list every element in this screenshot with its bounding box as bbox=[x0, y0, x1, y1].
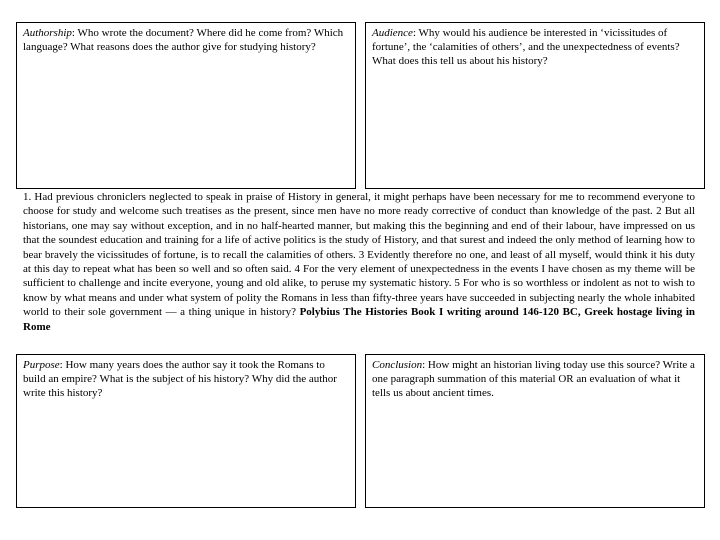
primary-source-excerpt bbox=[23, 190, 695, 334]
purpose-question: : How many years does the author say it took the Romans to build an empire? What is the subject of his history? Why did the author write this history? bbox=[23, 359, 337, 399]
audience-question: : Why would his audience be interested in ‘vicissitudes of fortune’, the ‘calamities of others’, and the unexpectedness of events? What does this tell us about his history? bbox=[372, 27, 680, 67]
authorship-box bbox=[16, 22, 356, 189]
source-body: 1. Had previous chroniclers neglected to speak in praise of History in general, it might perhaps have been necessary for me to recommend everyone to choose for study and welcome such treatises as the present, since men have no more ready corrective of conduct than knowledge of the past. 2 But all historians, one may say without exception, and in no half-hearted manner, but making this the beginning and end of their labour, have impressed on us that the soundest education and training for a life of active politics is the study of History, and that surest and indeed the only method of learning how to bear bravely the vicissitudes of fortune, is to recall the calamities of others. 3 Evidently therefore no one, and least of all myself, would think it his duty at this day to repeat what has been so well and so often said. 4 For the very element of unexpectedness in the events I have chosen as my theme will be sufficient to challenge and incite everyone, young and old alike, to peruse my systematic history. 5 For who is so worthless or indolent as not to wish to know by what means and under what system of polity the Romans in less than fifty-three years have succeeded in subjecting nearly the whole inhabited world to their sole government — a thing unique in history? bbox=[23, 191, 695, 319]
authorship-label: Authorship bbox=[23, 27, 72, 39]
conclusion-question: : How might an historian living today use this source? Write a one paragraph summation of this material OR an evaluation of what it tells us about ancient times. bbox=[372, 359, 695, 399]
purpose-label: Purpose bbox=[23, 359, 60, 371]
conclusion-label: Conclusion bbox=[372, 359, 423, 371]
audience-box bbox=[365, 22, 705, 189]
audience-label: Audience bbox=[372, 27, 413, 39]
conclusion-box bbox=[365, 354, 705, 508]
source-citation: Polybius The Histories Book I writing around 146-120 BC, Greek hostage living in Rome bbox=[23, 306, 695, 333]
purpose-box bbox=[16, 354, 356, 508]
authorship-question: : Who wrote the document? Where did he come from? Which language? What reasons does the author give for studying history? bbox=[23, 27, 344, 53]
